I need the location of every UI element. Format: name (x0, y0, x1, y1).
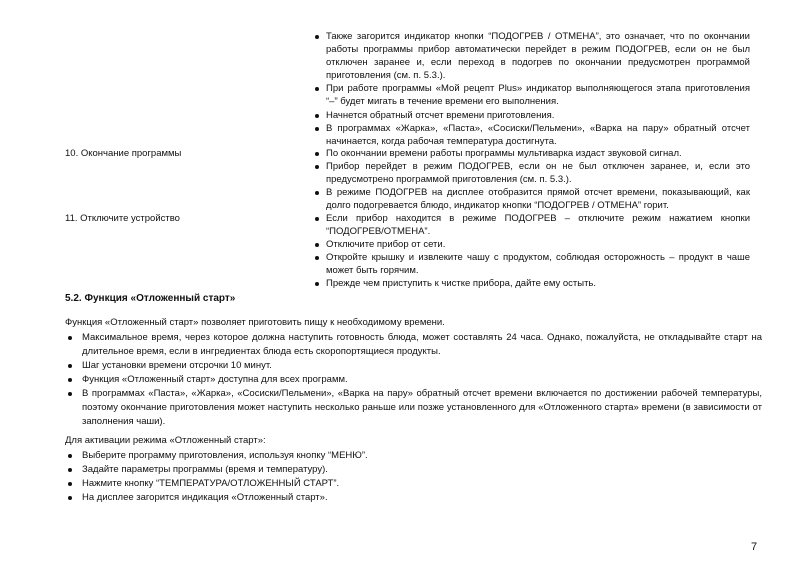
activation-intro: Для активации режима «Отложенный старт»: (65, 435, 266, 446)
list-item: На дисплее загорится индикация «Отложенный старт». (65, 491, 762, 505)
list-item: Прежде чем приступить к чистке прибора, дайте ему остыть. (313, 277, 750, 290)
list-item: Также загорится индикатор кнопки “ПОДОГРЕВ / ОТМЕНА”, это означает, что по окончании работы программы прибор автоматически перейдет в режим ПОДОГРЕВ, если он не был отключен заранее и, если переход в подогрев по окончании предусмотрен программой приготовления (см. п. 5.3.). (313, 30, 750, 82)
section-bullets (65, 331, 762, 429)
step9-continued-list (313, 30, 750, 148)
activation-steps (65, 449, 762, 505)
section-title: 5.2. Функция «Отложенный старт» (65, 293, 236, 304)
list-item: По окончании времени работы программы мультиварка издаст звуковой сигнал. (313, 147, 750, 160)
list-item: Откройте крышку и извлеките чашу с продуктом, соблюдая осторожность – продукт в чаше может быть горячим. (313, 251, 750, 277)
step11-label: 11. Отключите устройство (65, 213, 180, 224)
list-item: Максимальное время, через которое должна наступить готовность блюда, может составлять 24 часа. Однако, пожалуйста, не откладывайте старт на длительное время, если в ингредиентах блюда есть скоропортящиеся продукты. (65, 331, 762, 359)
page-number: 7 (751, 541, 758, 553)
list-item: Если прибор находится в режиме ПОДОГРЕВ – отключите режим нажатием кнопки “ПОДОГРЕВ/ОТМЕНА”. (313, 212, 750, 238)
list-item: В программах «Паста», «Жарка», «Сосиски/Пельмени», «Варка на пару» обратный отсчет времени включается по достижении рабочей температуры, поэтому окончание приготовления может наступить несколько раньше или позже установленного для «Отложенного старта» времени (в зависимости от заполнения чаши). (65, 387, 762, 429)
list-item: Отключите прибор от сети. (313, 238, 750, 251)
list-item: Прибор перейдет в режим ПОДОГРЕВ, если он не был отключен заранее, и, если это предусмотрено программой приготовления (см. п. 5.3.). (313, 160, 750, 186)
section-intro: Функция «Отложенный старт» позволяет приготовить пищу к необходимому времени. (65, 317, 445, 328)
list-item: При работе программы «Мой рецепт Plus» индикатор выполняющегося этапа приготовления “–” будет мигать в течение времени его выполнения. (313, 82, 750, 108)
list-item: Задайте параметры программы (время и температуру). (65, 463, 762, 477)
list-item: Функция «Отложенный старт» доступна для всех программ. (65, 373, 762, 387)
list-item: Шаг установки времени отсрочки 10 минут. (65, 359, 762, 373)
list-item: Начнется обратный отсчет времени приготовления. (313, 109, 750, 122)
step10-label: 10. Окончание программы (65, 148, 182, 159)
list-item: Выберите программу приготовления, используя кнопку “МЕНЮ”. (65, 449, 762, 463)
step11-list (313, 212, 750, 291)
step10-list (313, 147, 750, 212)
list-item: В режиме ПОДОГРЕВ на дисплее отобразится прямой отсчет времени, показывающий, как долго подогревается блюдо, индикатор кнопки “ПОДОГРЕВ / ОТМЕНА” горит. (313, 186, 750, 212)
list-item: В программах «Жарка», «Паста», «Сосиски/Пельмени», «Варка на пару» обратный отсчет начинается, когда рабочая температура достигнута. (313, 122, 750, 148)
list-item: Нажмите кнопку “ТЕМПЕРАТУРА/ОТЛОЖЕННЫЙ СТАРТ”. (65, 477, 762, 491)
